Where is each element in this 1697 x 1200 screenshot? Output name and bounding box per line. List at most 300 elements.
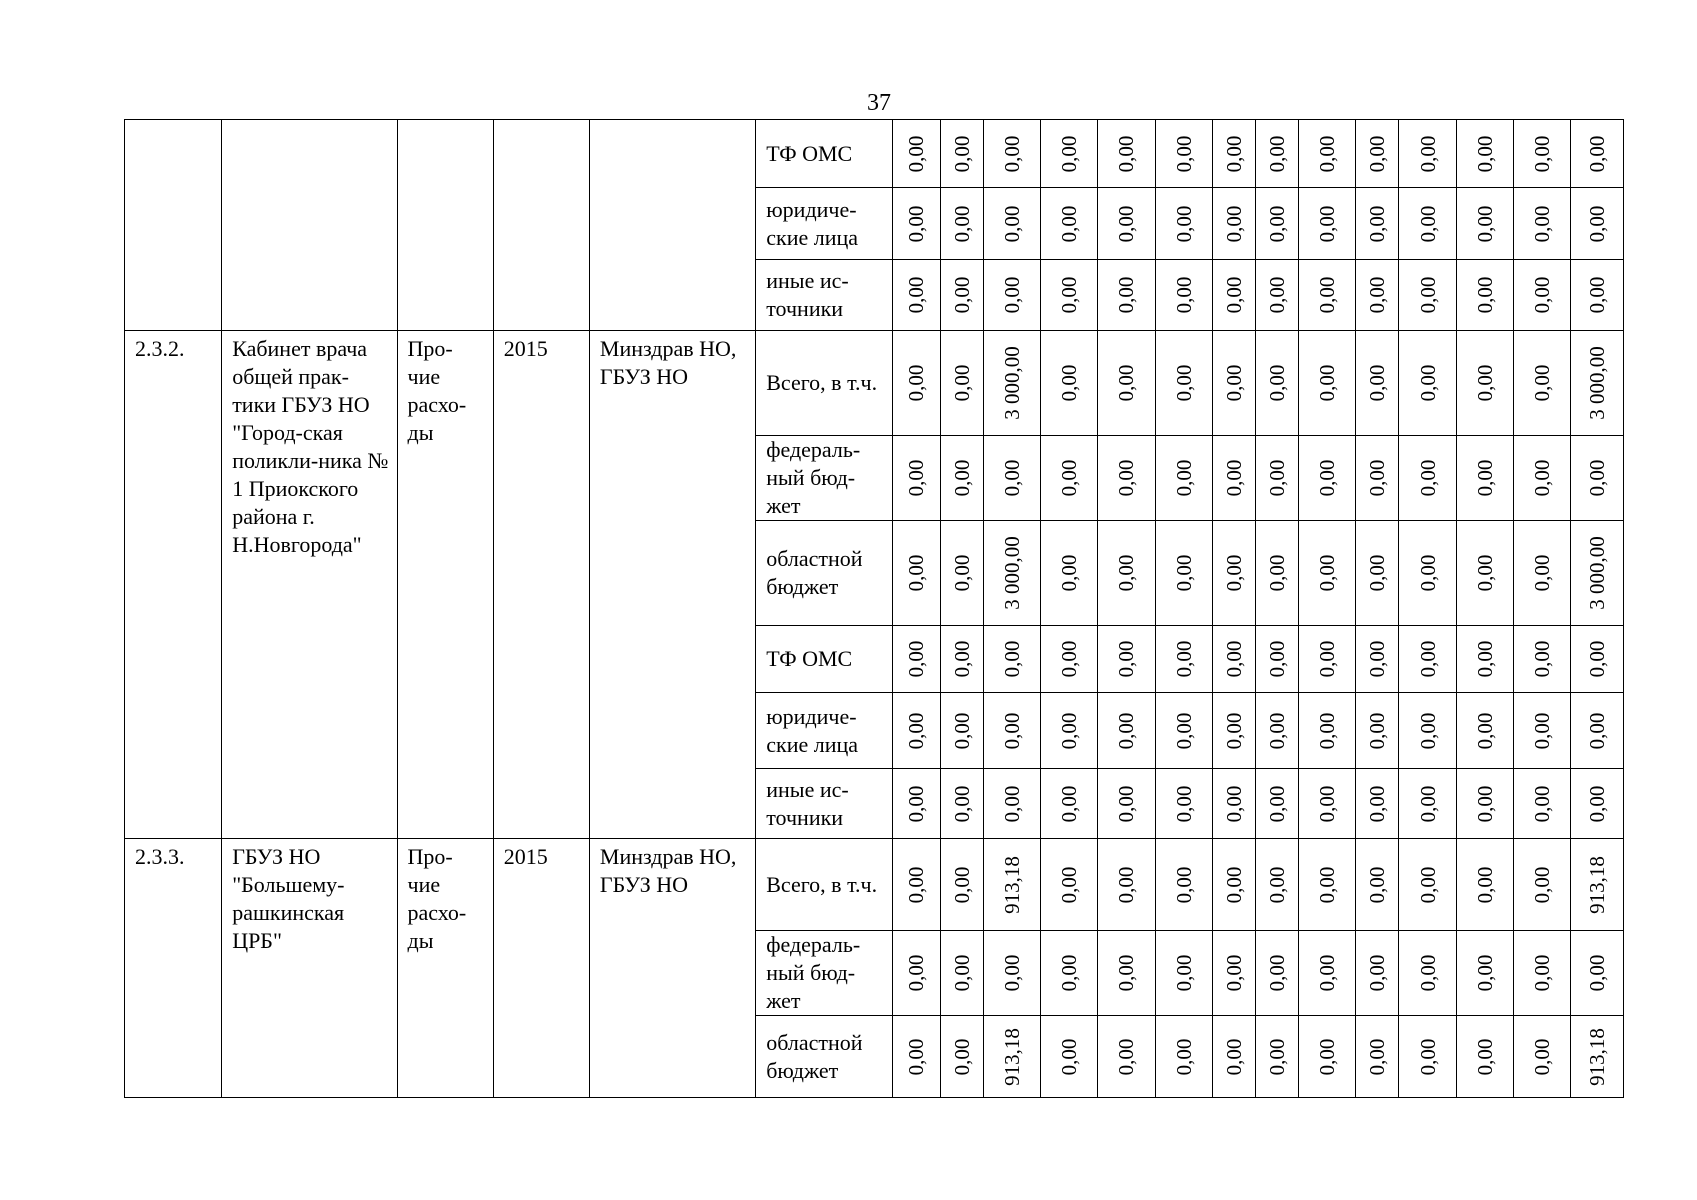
value-col-2019: 0,00: [904, 135, 929, 172]
value-col-2024: 0,00: [1172, 712, 1197, 749]
value-col-2025: 0,00: [1222, 785, 1247, 822]
value-col-2020: 0,00: [949, 459, 974, 497]
value-cell: [1256, 521, 1299, 626]
value-cell: [892, 693, 940, 769]
value-cell: [1097, 839, 1155, 931]
value-col-2023: 0,00: [1114, 364, 1139, 402]
value-cell: [1040, 521, 1097, 626]
value-col-2028: 0,00: [1365, 1038, 1390, 1075]
value-col-2027: 0,00: [1315, 364, 1340, 402]
value-cell: [1156, 769, 1213, 839]
value-col-2030: 0,00: [1472, 276, 1497, 314]
value-col-2019: 0,00: [904, 364, 929, 402]
value-cell: [1097, 693, 1155, 769]
value-col-2022: 0,00: [1056, 459, 1081, 497]
value-cell: [1097, 436, 1155, 521]
value-col-2021: 913,18: [999, 855, 1024, 914]
value-col-2021: 0,00: [999, 785, 1024, 822]
value-cell: [1097, 1016, 1155, 1098]
value-col-2020: 0,00: [949, 866, 974, 903]
value-col-2023: 0,00: [1114, 866, 1139, 903]
value-cell: [1513, 931, 1570, 1016]
value-cell: [1399, 769, 1456, 839]
value-col-total: 913,18: [1584, 1027, 1609, 1086]
value-col-2023: 0,00: [1114, 205, 1139, 242]
value-cell: [1097, 188, 1155, 260]
value-col-2020: 0,00: [949, 364, 974, 402]
value-col-2031: 0,00: [1529, 459, 1554, 497]
value-col-2022: 0,00: [1056, 866, 1081, 903]
value-col-2028: 0,00: [1365, 459, 1390, 497]
value-cell: [1097, 626, 1155, 693]
value-cell: [1299, 120, 1356, 188]
value-col-2031: 0,00: [1529, 364, 1554, 402]
value-cell: [1213, 769, 1256, 839]
funding-source: областной бюджет: [756, 1016, 892, 1098]
value-col-2028: 0,00: [1365, 954, 1390, 992]
funding-source: иные ис-точники: [756, 769, 892, 839]
value-cell: [1299, 521, 1356, 626]
value-cell: [1513, 626, 1570, 693]
value-cell: [1570, 260, 1623, 331]
value-cell: [1356, 521, 1399, 626]
value-cell: [1156, 120, 1213, 188]
value-col-2019: 0,00: [904, 459, 929, 497]
value-col-2022: 0,00: [1056, 785, 1081, 822]
value-col-2028: 0,00: [1365, 135, 1390, 172]
value-cell: [1213, 331, 1256, 436]
value-cell: [1040, 331, 1097, 436]
value-col-total: 0,00: [1584, 640, 1609, 678]
value-col-2027: 0,00: [1315, 554, 1340, 592]
value-cell: [1570, 839, 1623, 931]
value-cell: [1040, 260, 1097, 331]
value-cell: [1456, 436, 1513, 521]
value-cell: [1256, 769, 1299, 839]
value-cell: [940, 436, 983, 521]
value-col-2029: 0,00: [1415, 205, 1440, 242]
value-col-2031: 0,00: [1529, 135, 1554, 172]
value-cell: [1356, 693, 1399, 769]
value-cell: [1097, 769, 1155, 839]
value-cell: [892, 931, 940, 1016]
value-col-2029: 0,00: [1415, 276, 1440, 314]
value-col-2027: 0,00: [1315, 785, 1340, 822]
value-col-2027: 0,00: [1315, 459, 1340, 497]
value-col-2026: 0,00: [1265, 954, 1290, 992]
value-cell: [1213, 1016, 1256, 1098]
table-row: [125, 331, 1624, 436]
value-cell: [1256, 693, 1299, 769]
value-col-2025: 0,00: [1222, 1038, 1247, 1075]
value-cell: [983, 120, 1040, 188]
value-cell: [983, 931, 1040, 1016]
value-col-2026: 0,00: [1265, 205, 1290, 242]
value-col-2026: 0,00: [1265, 459, 1290, 497]
value-col-2022: 0,00: [1056, 712, 1081, 749]
value-col-2029: 0,00: [1415, 364, 1440, 402]
value-col-total: 3 000,00: [1584, 536, 1609, 610]
value-col-2026: 0,00: [1265, 364, 1290, 402]
value-col-2026: 0,00: [1265, 640, 1290, 678]
value-col-2025: 0,00: [1222, 364, 1247, 402]
value-cell: [940, 839, 983, 931]
value-cell: [1040, 1016, 1097, 1098]
value-col-2021: 0,00: [999, 640, 1024, 678]
value-cell: [1299, 931, 1356, 1016]
value-col-2021: 3 000,00: [999, 346, 1024, 420]
value-col-total: 0,00: [1584, 135, 1609, 172]
value-col-2030: 0,00: [1472, 1038, 1497, 1075]
item-executor: Минздрав НО, ГБУЗ НО: [589, 839, 755, 1098]
value-cell: [1156, 521, 1213, 626]
value-col-2031: 0,00: [1529, 554, 1554, 592]
value-cell: [1513, 188, 1570, 260]
value-col-2019: 0,00: [904, 712, 929, 749]
value-col-2024: 0,00: [1172, 364, 1197, 402]
value-col-2029: 0,00: [1415, 1038, 1440, 1075]
value-cell: [1299, 839, 1356, 931]
value-col-2022: 0,00: [1056, 135, 1081, 172]
value-col-2022: 0,00: [1056, 640, 1081, 678]
value-cell: [983, 331, 1040, 436]
value-col-2026: 0,00: [1265, 785, 1290, 822]
value-col-total: 0,00: [1584, 954, 1609, 992]
value-cell: [1356, 436, 1399, 521]
value-col-2030: 0,00: [1472, 135, 1497, 172]
value-cell: [892, 1016, 940, 1098]
value-cell: [1213, 120, 1256, 188]
value-cell: [1299, 188, 1356, 260]
value-col-2030: 0,00: [1472, 459, 1497, 497]
value-cell: [940, 120, 983, 188]
value-col-2019: 0,00: [904, 554, 929, 592]
value-col-2020: 0,00: [949, 785, 974, 822]
value-cell: [983, 693, 1040, 769]
value-col-2028: 0,00: [1365, 785, 1390, 822]
value-cell: [1097, 931, 1155, 1016]
value-col-2022: 0,00: [1056, 364, 1081, 402]
value-col-2031: 0,00: [1529, 866, 1554, 903]
value-cell: [1213, 260, 1256, 331]
value-col-total: 0,00: [1584, 205, 1609, 242]
value-col-2021: 3 000,00: [999, 536, 1024, 610]
value-cell: [1570, 120, 1623, 188]
value-col-2029: 0,00: [1415, 135, 1440, 172]
value-col-total: 913,18: [1584, 855, 1609, 914]
value-cell: [1456, 120, 1513, 188]
value-col-2024: 0,00: [1172, 459, 1197, 497]
value-cell: [1040, 839, 1097, 931]
value-col-2025: 0,00: [1222, 954, 1247, 992]
value-cell: [1040, 693, 1097, 769]
value-col-2028: 0,00: [1365, 640, 1390, 678]
value-cell: [1513, 521, 1570, 626]
value-cell: [1156, 839, 1213, 931]
value-cell: [983, 1016, 1040, 1098]
value-col-2024: 0,00: [1172, 954, 1197, 992]
value-cell: [1256, 1016, 1299, 1098]
value-col-2026: 0,00: [1265, 1038, 1290, 1075]
value-cell: [1213, 188, 1256, 260]
value-col-2027: 0,00: [1315, 954, 1340, 992]
value-cell: [1040, 120, 1097, 188]
value-col-total: 0,00: [1584, 459, 1609, 497]
value-col-2026: 0,00: [1265, 554, 1290, 592]
value-cell: [892, 331, 940, 436]
value-cell: [1097, 120, 1155, 188]
item-year: 2015: [493, 839, 589, 1098]
value-cell: [1513, 693, 1570, 769]
value-cell: [1570, 769, 1623, 839]
value-cell: [1456, 260, 1513, 331]
value-col-2020: 0,00: [949, 640, 974, 678]
value-cell: [1456, 769, 1513, 839]
value-cell: [1513, 769, 1570, 839]
value-col-2024: 0,00: [1172, 1038, 1197, 1075]
value-col-2021: 0,00: [999, 276, 1024, 314]
value-col-2027: 0,00: [1315, 712, 1340, 749]
value-cell: [1213, 436, 1256, 521]
item-executor: [589, 120, 755, 331]
value-col-2025: 0,00: [1222, 205, 1247, 242]
expense-type: Про-чие расхо-ды: [397, 331, 493, 839]
value-col-2031: 0,00: [1529, 1038, 1554, 1075]
value-cell: [1097, 260, 1155, 331]
value-col-2023: 0,00: [1114, 640, 1139, 678]
value-cell: [983, 769, 1040, 839]
value-col-2027: 0,00: [1315, 135, 1340, 172]
value-cell: [1256, 839, 1299, 931]
value-col-2026: 0,00: [1265, 135, 1290, 172]
value-col-2028: 0,00: [1365, 205, 1390, 242]
funding-source: областной бюджет: [756, 521, 892, 626]
value-cell: [1399, 693, 1456, 769]
value-cell: [1399, 931, 1456, 1016]
value-cell: [1456, 931, 1513, 1016]
value-cell: [940, 1016, 983, 1098]
value-col-2026: 0,00: [1265, 866, 1290, 903]
value-col-2020: 0,00: [949, 276, 974, 314]
item-executor: Минздрав НО, ГБУЗ НО: [589, 331, 755, 839]
value-cell: [1040, 769, 1097, 839]
value-cell: [1513, 436, 1570, 521]
value-cell: [940, 521, 983, 626]
value-col-2029: 0,00: [1415, 785, 1440, 822]
value-col-2029: 0,00: [1415, 459, 1440, 497]
value-cell: [983, 436, 1040, 521]
value-col-2022: 0,00: [1056, 1038, 1081, 1075]
value-cell: [940, 626, 983, 693]
value-col-2023: 0,00: [1114, 712, 1139, 749]
value-col-2024: 0,00: [1172, 276, 1197, 314]
value-col-2019: 0,00: [904, 640, 929, 678]
value-cell: [1356, 260, 1399, 331]
value-cell: [983, 188, 1040, 260]
value-cell: [1256, 188, 1299, 260]
value-col-2023: 0,00: [1114, 1038, 1139, 1075]
value-cell: [1456, 626, 1513, 693]
value-cell: [1399, 331, 1456, 436]
value-cell: [1356, 769, 1399, 839]
value-col-2031: 0,00: [1529, 954, 1554, 992]
value-cell: [1299, 260, 1356, 331]
value-col-2030: 0,00: [1472, 866, 1497, 903]
item-name: [222, 120, 397, 331]
value-cell: [940, 769, 983, 839]
value-col-2029: 0,00: [1415, 640, 1440, 678]
value-col-2022: 0,00: [1056, 954, 1081, 992]
value-cell: [892, 120, 940, 188]
value-cell: [1256, 260, 1299, 331]
item-year: 2015: [493, 331, 589, 839]
funding-source: ТФ ОМС: [756, 626, 892, 693]
value-cell: [1156, 331, 1213, 436]
value-col-2029: 0,00: [1415, 866, 1440, 903]
value-cell: [1456, 693, 1513, 769]
value-col-2019: 0,00: [904, 1038, 929, 1075]
value-col-2024: 0,00: [1172, 554, 1197, 592]
table-row: [125, 120, 1624, 188]
value-cell: [892, 839, 940, 931]
item-number: [125, 120, 222, 331]
value-col-2022: 0,00: [1056, 205, 1081, 242]
funding-source: юридиче-ские лица: [756, 693, 892, 769]
value-col-2028: 0,00: [1365, 554, 1390, 592]
item-name: Кабинет врача общей прак-тики ГБУЗ НО "Город-ская поликли-ника № 1 Приокского района г. Н.Новгорода": [222, 331, 397, 839]
value-cell: [1213, 693, 1256, 769]
value-col-total: 0,00: [1584, 276, 1609, 314]
value-cell: [1399, 120, 1456, 188]
value-col-2021: 913,18: [999, 1027, 1024, 1086]
value-col-2028: 0,00: [1365, 276, 1390, 314]
value-col-2025: 0,00: [1222, 640, 1247, 678]
value-cell: [1513, 331, 1570, 436]
value-col-2021: 0,00: [999, 954, 1024, 992]
value-cell: [1356, 839, 1399, 931]
value-col-2029: 0,00: [1415, 712, 1440, 749]
value-cell: [1256, 436, 1299, 521]
value-cell: [1299, 626, 1356, 693]
value-col-2030: 0,00: [1472, 640, 1497, 678]
value-col-2031: 0,00: [1529, 785, 1554, 822]
expense-type: [397, 120, 493, 331]
value-col-2030: 0,00: [1472, 205, 1497, 242]
value-cell: [1256, 331, 1299, 436]
value-cell: [1399, 521, 1456, 626]
value-col-2030: 0,00: [1472, 364, 1497, 402]
value-col-2024: 0,00: [1172, 135, 1197, 172]
value-cell: [1156, 1016, 1213, 1098]
item-number: 2.3.2.: [125, 331, 222, 839]
value-cell: [1513, 120, 1570, 188]
value-col-2027: 0,00: [1315, 866, 1340, 903]
value-col-total: 0,00: [1584, 712, 1609, 749]
value-cell: [1356, 188, 1399, 260]
value-col-2025: 0,00: [1222, 554, 1247, 592]
value-cell: [1570, 1016, 1623, 1098]
value-col-2026: 0,00: [1265, 276, 1290, 314]
value-col-2030: 0,00: [1472, 785, 1497, 822]
value-cell: [1299, 693, 1356, 769]
value-col-2025: 0,00: [1222, 459, 1247, 497]
value-col-2025: 0,00: [1222, 276, 1247, 314]
value-cell: [1356, 626, 1399, 693]
value-col-total: 3 000,00: [1584, 346, 1609, 420]
value-cell: [1097, 521, 1155, 626]
value-cell: [892, 521, 940, 626]
value-cell: [1040, 188, 1097, 260]
value-col-2020: 0,00: [949, 712, 974, 749]
value-cell: [983, 260, 1040, 331]
value-cell: [1513, 260, 1570, 331]
value-cell: [1399, 839, 1456, 931]
value-cell: [1156, 436, 1213, 521]
value-cell: [983, 626, 1040, 693]
value-cell: [1456, 1016, 1513, 1098]
value-cell: [1399, 260, 1456, 331]
value-cell: [1570, 626, 1623, 693]
value-col-2023: 0,00: [1114, 459, 1139, 497]
value-col-2019: 0,00: [904, 866, 929, 903]
value-col-2029: 0,00: [1415, 554, 1440, 592]
value-cell: [1040, 931, 1097, 1016]
value-col-2026: 0,00: [1265, 712, 1290, 749]
value-cell: [1570, 436, 1623, 521]
table-row: [125, 839, 1624, 931]
value-col-2023: 0,00: [1114, 135, 1139, 172]
value-col-2023: 0,00: [1114, 954, 1139, 992]
value-cell: [1256, 120, 1299, 188]
value-cell: [1156, 693, 1213, 769]
value-col-2027: 0,00: [1315, 1038, 1340, 1075]
value-col-2025: 0,00: [1222, 135, 1247, 172]
value-col-2020: 0,00: [949, 554, 974, 592]
value-cell: [1456, 331, 1513, 436]
value-col-2021: 0,00: [999, 205, 1024, 242]
value-cell: [1040, 436, 1097, 521]
value-cell: [1356, 1016, 1399, 1098]
funding-source: иные ис-точники: [756, 260, 892, 331]
value-cell: [1456, 521, 1513, 626]
value-cell: [892, 769, 940, 839]
value-cell: [1570, 188, 1623, 260]
funding-source: федераль-ный бюд-жет: [756, 931, 892, 1016]
value-col-2021: 0,00: [999, 135, 1024, 172]
value-col-2030: 0,00: [1472, 954, 1497, 992]
value-cell: [1456, 188, 1513, 260]
value-col-2019: 0,00: [904, 205, 929, 242]
budget-table: [124, 119, 1624, 1098]
value-col-2023: 0,00: [1114, 554, 1139, 592]
item-year: [493, 120, 589, 331]
value-cell: [1156, 626, 1213, 693]
value-cell: [1399, 626, 1456, 693]
value-col-2019: 0,00: [904, 276, 929, 314]
value-cell: [1256, 931, 1299, 1016]
value-cell: [1040, 626, 1097, 693]
value-col-2024: 0,00: [1172, 785, 1197, 822]
value-col-2024: 0,00: [1172, 640, 1197, 678]
value-col-2025: 0,00: [1222, 866, 1247, 903]
value-cell: [1213, 839, 1256, 931]
funding-source: юридиче-ские лица: [756, 188, 892, 260]
value-cell: [1299, 769, 1356, 839]
value-col-2022: 0,00: [1056, 276, 1081, 314]
item-name: ГБУЗ НО "Большему-рашкинская ЦРБ": [222, 839, 397, 1098]
value-cell: [1399, 436, 1456, 521]
value-col-2030: 0,00: [1472, 554, 1497, 592]
